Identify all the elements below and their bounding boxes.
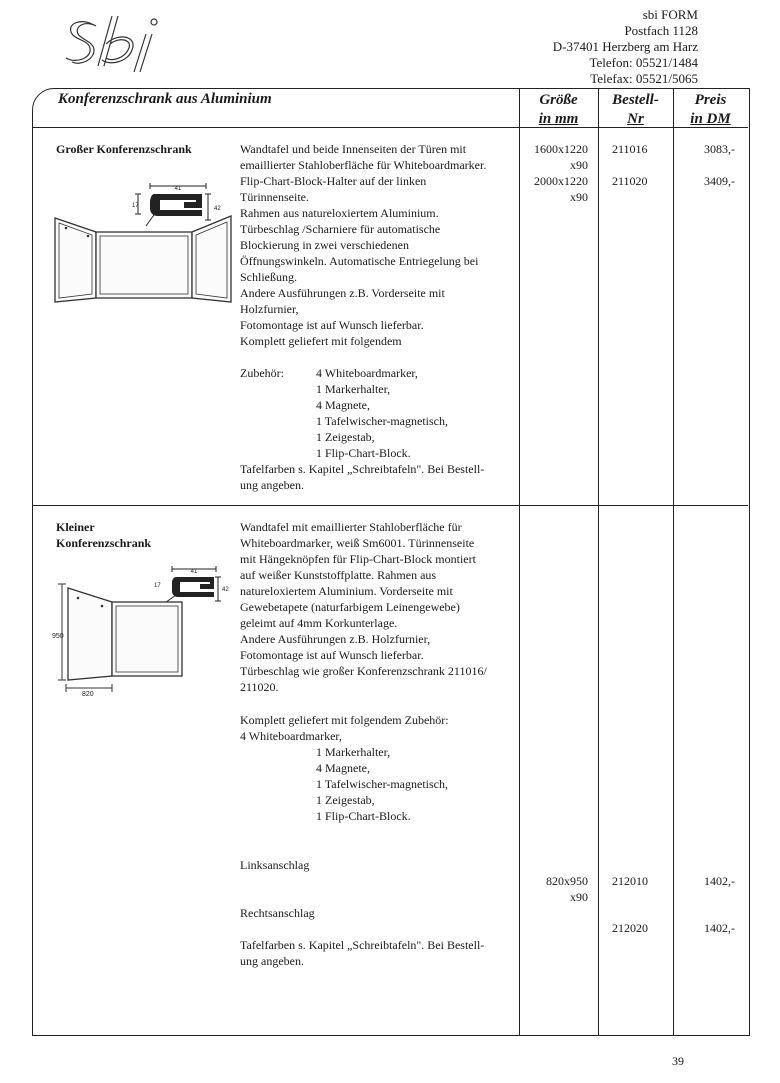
company-name: sbi FORM <box>642 7 698 22</box>
large-accessories-list: 4 Whiteboardmarker, 1 Markerhalter, 4 Magnete, 1 Tafelwischer-magnetisch, 1 Zeigestab, 1 Flip-Chart-Block. <box>316 366 448 460</box>
company-postbox: Postfach 1128 <box>624 23 698 38</box>
small-cabinet-name: Kleiner Konferenzschrank <box>56 520 152 550</box>
large-profile-depth-label: 17 <box>132 203 139 209</box>
small-left-size: 820x950 x90 <box>546 874 588 904</box>
small-profile-width-label: 41 <box>190 569 198 575</box>
large-row2-price: 3409,- <box>704 174 735 188</box>
large-cabinet-drawing <box>52 210 234 305</box>
page-number: 39 <box>672 1054 684 1068</box>
large-row1-price: 3083,- <box>704 142 735 156</box>
column-divider-price <box>673 88 674 1035</box>
large-color-note: Tafelfarben s. Kapitel „Schreibtafeln". Bei Bestell- ung angeben. <box>240 462 485 492</box>
small-cabinet-width-label: 820 <box>82 691 94 698</box>
small-left-order-no: 212010 <box>612 874 648 888</box>
column-divider-order <box>598 88 599 1035</box>
small-delivered-with: Komplett geliefert mit folgendem Zubehör: 4 Whiteboardmarker, <box>240 713 449 743</box>
small-cabinet-drawing <box>52 580 187 698</box>
section-divider <box>33 505 748 506</box>
large-accessories-label: Zubehör: <box>240 366 284 380</box>
small-right-order-no: 212020 <box>612 921 648 935</box>
column-divider-size <box>519 88 520 1035</box>
small-color-note: Tafelfarben s. Kapitel „Schreibtafeln". Bei Bestell- ung angeben. <box>240 938 485 968</box>
small-left-hinge-label: Linksanschlag <box>240 858 310 872</box>
company-phone: Telefon: 05521/1484 <box>589 55 698 70</box>
company-fax: Telefax: 05521/5065 <box>590 71 698 86</box>
company-city: D-37401 Herzberg am Harz <box>552 39 698 54</box>
small-right-price: 1402,- <box>704 921 735 935</box>
small-cabinet-height-label: 950 <box>52 633 64 640</box>
large-profile-width-label: 41 <box>174 186 182 192</box>
small-accessories-list: 1 Markerhalter, 4 Magnete, 1 Tafelwischer-magnetisch, 1 Zeigestab, 1 Flip-Chart-Block. <box>316 745 448 823</box>
small-description: Wandtafel mit emaillierter Stahloberfläche für Whiteboardmarker, weiß Sm6001. Türinnenseite mit Hängeknöpfen für Flip-Chart-Block montiert auf weißer Kunststoffplatte. Rahmen aus natureloxiertem Aluminium. Vorderseite mit Gewebetapete (naturfarbigem Leinengewebe) geleimt auf 4mm Korkunterlage. Andere Ausführungen z.B. Holzfurnier, Fotomontage ist auf Wunsch lieferbar. Türbeschlag wie großer Konferenzschrank 211016/ 211020. <box>240 520 487 694</box>
large-profile-height-label: 42 <box>214 206 221 212</box>
large-cabinet-name: Großer Konferenzschrank <box>56 142 192 156</box>
large-description: Wandtafel und beide Innenseiten der Türen mit emaillierter Stahloberfläche für Whiteboardmarker. Flip-Chart-Block-Halter auf der linken Türinnenseite. Rahmen aus natureloxiertem Aluminium. Türbeschlag /Scharniere für automatische Blockierung in zwei verschiedenen Öffnungswinkeln. Automatische Entriegelung bei Schließung. Andere Ausführungen z.B. Vorderseite mit Holzfurnier, Fotomontage ist auf Wunsch lieferbar. Komplett geliefert mit folgendem <box>240 142 487 348</box>
large-row1-order-no: 211016 <box>612 142 648 156</box>
large-row2-size: 2000x1220 x90 <box>534 174 588 204</box>
large-row1-size: 1600x1220 x90 <box>534 142 588 172</box>
large-row2-order-no: 211020 <box>612 174 648 188</box>
table-title: Konferenzschrank aus Aluminium <box>58 91 272 107</box>
small-left-price: 1402,- <box>704 874 735 888</box>
sbi-logo <box>62 10 172 74</box>
header-order-no: Bestell- Nr <box>612 92 659 127</box>
header-size: Größe in mm <box>538 92 579 127</box>
header-price: Preis in DM <box>690 92 731 127</box>
small-profile-height-label: 42 <box>222 587 229 593</box>
company-address <box>553 7 698 87</box>
small-profile-depth-label: 17 <box>154 583 161 589</box>
small-right-hinge-label: Rechtsanschlag <box>240 906 315 920</box>
